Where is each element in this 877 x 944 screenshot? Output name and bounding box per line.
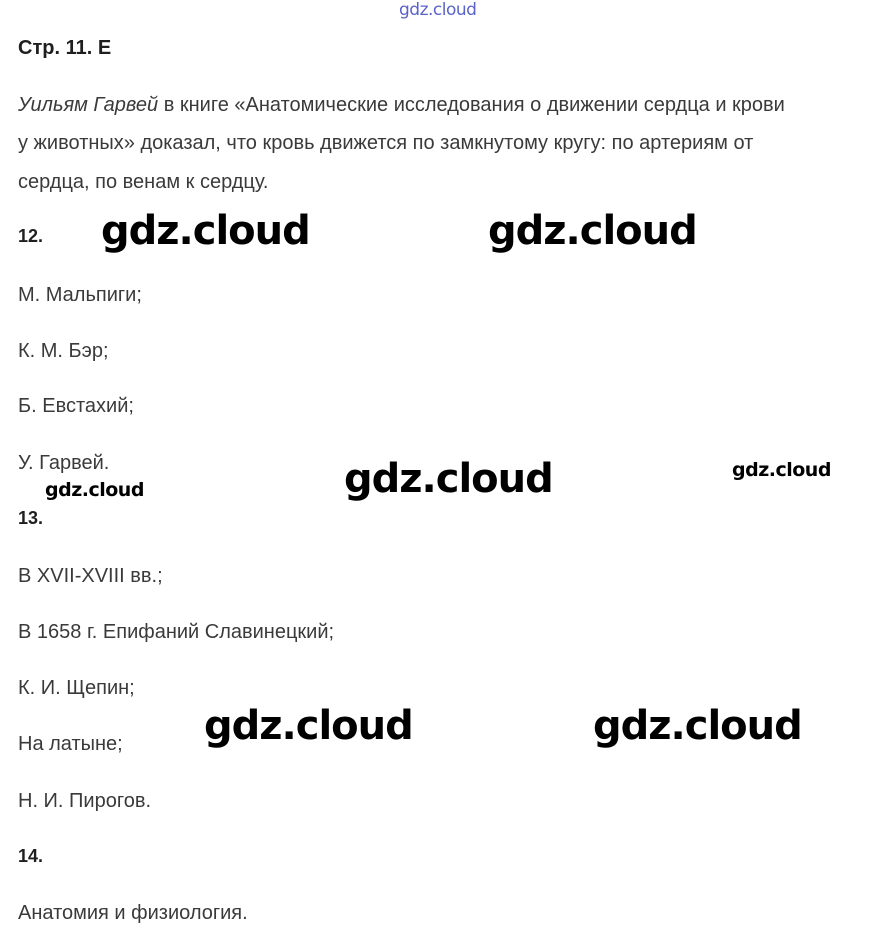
list-item: Анатомия и физиология. [18,902,248,924]
list-item: На латыне; [18,733,123,755]
intro-author: Уильям Гарвей [18,94,159,116]
list-item: В 1658 г. Епифаний Славинецкий; [18,621,335,643]
list-item: У. Гарвей. [18,452,110,474]
section-number-12: 12. [18,226,44,246]
watermark: gdz.cloud [101,208,310,254]
watermark: gdz.cloud [204,703,413,749]
intro-line-3: сердца, по венам к сердцу. [18,171,269,193]
watermark: gdz.cloud [488,208,697,254]
list-item: Н. И. Пирогов. [18,790,151,812]
watermark: gdz.cloud [344,456,553,502]
section-number-13: 13. [18,508,44,528]
page-heading: Стр. 11. Е [18,37,112,59]
list-item: М. Мальпиги; [18,284,142,306]
list-item: К. М. Бэр; [18,340,109,362]
watermark: gdz.cloud [732,459,831,481]
watermark-top: gdz.cloud [399,0,477,20]
list-item: К. И. Щепин; [18,677,135,699]
watermark: gdz.cloud [593,703,802,749]
section-number-14: 14. [18,846,44,866]
intro-line-1-rest: в книге «Анатомические исследования о движении сердца и крови [158,94,785,116]
list-item: Б. Евстахий; [18,395,134,417]
intro-line-2: у животных» доказал, что кровь движется по замкнутому кругу: по артериям от [18,132,754,154]
list-item: В XVII-XVIII вв.; [18,565,163,587]
watermark: gdz.cloud [45,479,144,501]
intro-line-1 [18,95,785,115]
